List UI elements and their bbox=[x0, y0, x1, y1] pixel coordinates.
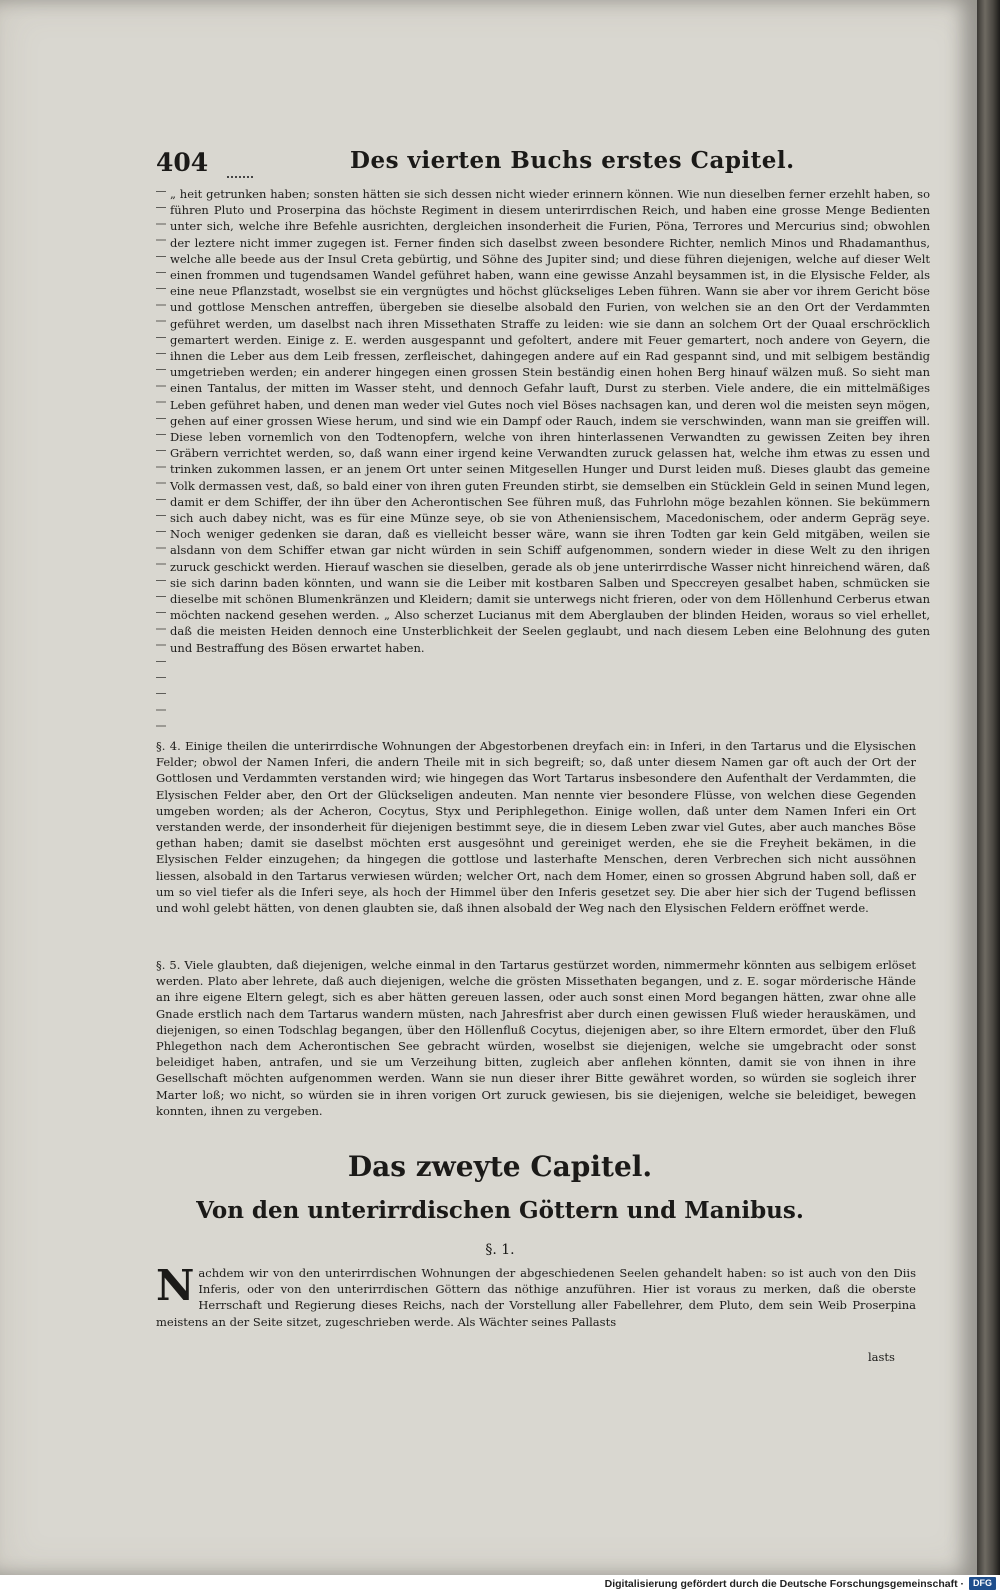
section-mark: §. 1. bbox=[485, 1242, 515, 1258]
page-number: 404 bbox=[156, 148, 209, 177]
paragraph-text: „ heit getrunken haben; sonsten hätten sie sich dessen nicht wieder erinnern können. Wie nun dieselben ferner erzehlt haben, so führen Pluto und Proserpina das höchste Regiment in diesem unterirrdischen Reich, und haben eine grosse Menge Bedienten unter sich, welche ihre Befehle ausrichten, dergleichen insonderheit die Furien, Pöna, Terrores und Mercurius sind; obwohlen der leztere nicht immer zugegen ist. Ferner finden sich daselbst zween besondere Richter, nemlich Minos und Rhadamanthus, welche alle beede aus der Insul Creta gebürtig, und Söhne des Jupiter sind; und diese führen diejenigen, welche auf dieser Welt einen frommen und tugendsamen Wandel geführet haben, wann eine gewisse Anzahl beysammen ist, in die Elysische Felder, als eine neue Pflanzstadt, woselbst sie ein vergnügtes und höchst glückseliges Leben führen. Wann sie aber vor ihrem Gericht böse und gottlose Menschen antreffen, übergeben sie dieselbe alsobald den Furien, von welchen sie an den Ort der Verdammten geführet werden, um daselbst nach ihren Missethaten Straffe zu leiden: wie sie dann an solchem Ort der Quaal erschröcklich gemartert werden. Einige z. E. werden ausgespannt und gefoltert, andere mit Feuer gemartert, noch andere von Geyern, die ihnen die Leber aus dem Leib fressen, zerfleischet, dahingegen andere auf ein Rad gespannt sind, und mit selbigem beständig umgetrieben werden; ein anderer hingegen einen grossen Stein beständig einen hohen Berg hinauf wälzen muß. So sieht man einen Tantalus, der mitten im Wasser steht, und dennoch Gefahr lauft, Durst zu sterben. Viele andere, die ein mittelmäßiges Leben geführet haben, und denen man weder viel Gutes noch viel Böses nachsagen kan, und deren wol die meisten seyn mögen, gehen auf einer grossen Wiese herum, und sind wie ein Dampf oder Rauch, indem sie verschwinden, wann man sie greiffen will. Diese leben vornemlich von den Todtenopfern, welche von ihren hinterlassenen Verwandten zu gewissen Zeiten bey ihren Gräbern verrichtet werden, so, daß wann einer irgend keine Verwandten zuruck gelassen hat, welche ihm etwas zu essen und trinken zukommen lassen, er an jenem Ort unter seinen Mitgesellen Hunger und Durst leiden muß. Dieses glaubt das gemeine Volk dermassen vest, daß, so bald einer von ihren guten Freunden stirbt, sie demselben ein Stücklein Geld in seinen Mund legen, damit er dem Schiffer, der ihn über den Acherontischen See führen muß, das Fuhrlohn möge bezahlen können. Sie bekümmern sich auch dabey nicht, was es für eine Münze seye, ob sie von Atheniensischem, Macedonischem, oder anderm Gepräg seye. Noch weniger gedenken sie daran, daß es vielleicht besser wäre, wann sie ihren Todten gar kein Geld mitgäben, weilen sie alsdann von dem Schiffer etwan gar nicht würden in sein Schiff aufgenommen, sondern wieder in diese Welt zu den ihrigen zuruck geschickt werden. Hierauf waschen sie dieselben, gerade als ob jene unterirrdische Wasser nicht hinreichend wären, daß sie sich darinn baden könnten, und wann sie die Leiber mit kostbaren Salben und Speccreyen gesalbet haben, schmücken sie dieselbe mit schönen Blumenkränzen und Kleidern; damit sie unterwegs nicht frieren, oder von dem Höllenhund Cerberus etwan möchten nackend gesehen werden. „ Also scherzet Lucianus mit dem Aberglauben der blinden Heiden, woraus so viel erhellet, daß die meisten Heiden dennoch eine Unsterblichkeit der Seelen geglaubt, und nach diesem Leben eine Belohnung des guten und Bestraffung des Bösen erwartet haben. bbox=[170, 187, 930, 655]
funding-credit: Digitalisierung gefördert durch die Deutsche Forschungsgemeinschaft · bbox=[604, 1578, 964, 1590]
chapter-subtitle: Von den unterirrdischen Göttern und Manibus. bbox=[196, 1197, 804, 1224]
paragraph-text: achdem wir von den unterirrdischen Wohnungen der abgeschiedenen Seelen gehandelt haben: so ist auch von den Diis Inferis, oder von den unterirrdischen Göttern das nöthige anzuführen. Hier ist voraus zu merken, daß die oberste Herrschaft und Regierung dieses Reichs, nach der Vorstellung aller Fabellehrer, dem Pluto, dem sein Weib Proserpina meistens an der Seite sitzet, zugeschrieben werde. Als Wächter seines Pallasts bbox=[156, 1266, 916, 1329]
chapter-title: Das zweyte Capitel. bbox=[347, 1150, 653, 1183]
paragraph-text: §. 4. Einige theilen die unterirrdische Wohnungen der Abgestorbenen dreyfach ein: in Inferi, in den Tartarus und die Elysischen Felder; obwol der Namen Inferi, die andern Theile mit in sich begreift; so, daß unter diesem Namen gar oft auch der Ort der Gottlosen und Verdammten verstanden wird; wie hingegen das Wort Tartarus insbesondere den Aufenthalt der Verdammten, die Elysischen Felder aber, den Ort der Glückseligen andeuten. Man nennte vier besondere Flüsse, von welchen diese Gegenden umgeben worden; als der Acheron, Cocytus, Styx und Periphlegethon. Einige wollen, daß unter dem Namen Inferi ein Ort verstanden werde, der insonderheit für diejenigen bestimmt seye, die in diesem Leben zwar viel Gutes, aber auch manches Böse gethan haben; damit sie daselbst möchten erst ausgesöhnt und gereiniget werden, ehe sie die Freyheit bekämen, in die Elysischen Felder einzugehen; da hingegen die gottlose und lasterhafte Menschen, deren Verbrechen sich nicht aussöhnen liessen, alsobald in den Tartarus verwiesen würden; welcher Ort, nach dem Homer, einen so grossen Abgrund haben soll, daß er um so viel tiefer als die Inferi seye, als hoch der Himmel über den Inferis gesetzet sey. Die aber hier sich der Tugend beflissen und wohl gelebt hätten, von denen glaubten sie, daß ihnen alsobald der Weg nach den Elysischen Feldern eröffnet werde. bbox=[156, 739, 916, 916]
drop-cap: N bbox=[156, 1261, 195, 1310]
paragraph-section-4 bbox=[156, 738, 916, 950]
paragraph-quoted-lucianus bbox=[156, 186, 930, 731]
paragraph-chapter-2-section-1 bbox=[156, 1261, 916, 1347]
paragraph-section-5 bbox=[156, 957, 916, 1135]
header-ornament bbox=[227, 176, 253, 182]
dfg-logo-icon: DFG bbox=[969, 1577, 996, 1590]
catchword: lasts bbox=[868, 1350, 895, 1364]
running-head: Des vierten Buchs erstes Capitel. bbox=[350, 147, 795, 174]
page-edge-shadow bbox=[977, 0, 1000, 1575]
paragraph-text: §. 5. Viele glaubten, daß diejenigen, welche einmal in den Tartarus gestürzet worden, nimmermehr könnten aus selbigem erlöset werden. Plato aber lehrete, daß auch diejenigen, welche die grösten Missethaten begangen, und z. E. sogar mörderische Hände an ihre eigene Eltern gelegt, sich es aber hätten gereuen lassen, oder auch sonst einen Mord begangen hätten, zwar ohne alle Gnade erstlich nach dem Tartarus wandern müsten, nach Jahresfrist aber durch einen gewissen Fluß wieder herauskämen, und diejenigen, so einen Todschlag begangen, über den Höllenfluß Cocytus, diejenigen aber, so ihre Eltern ermordet, über den Fluß Phlegethon nach dem Acherontischen See gebracht würden, woselbst sie diejenigen, welche sie umgebracht oder sonst beleidiget haben, antrafen, und sie um Verzeihung bitten, zugleich aber anflehen könnten, damit sie von ihnen in ihre Gesellschaft möchten aufgenommen werden. Wann sie nun dieser ihrer Bitte gewähret worden, so würden sie sogleich ihrer Marter loß; wo nicht, so würden sie in ihren vorigen Ort zuruck gewiesen, bis sie diejenigen, welche sie beleidiget, bewegen konnten, ihnen zu vergeben. bbox=[156, 958, 916, 1118]
